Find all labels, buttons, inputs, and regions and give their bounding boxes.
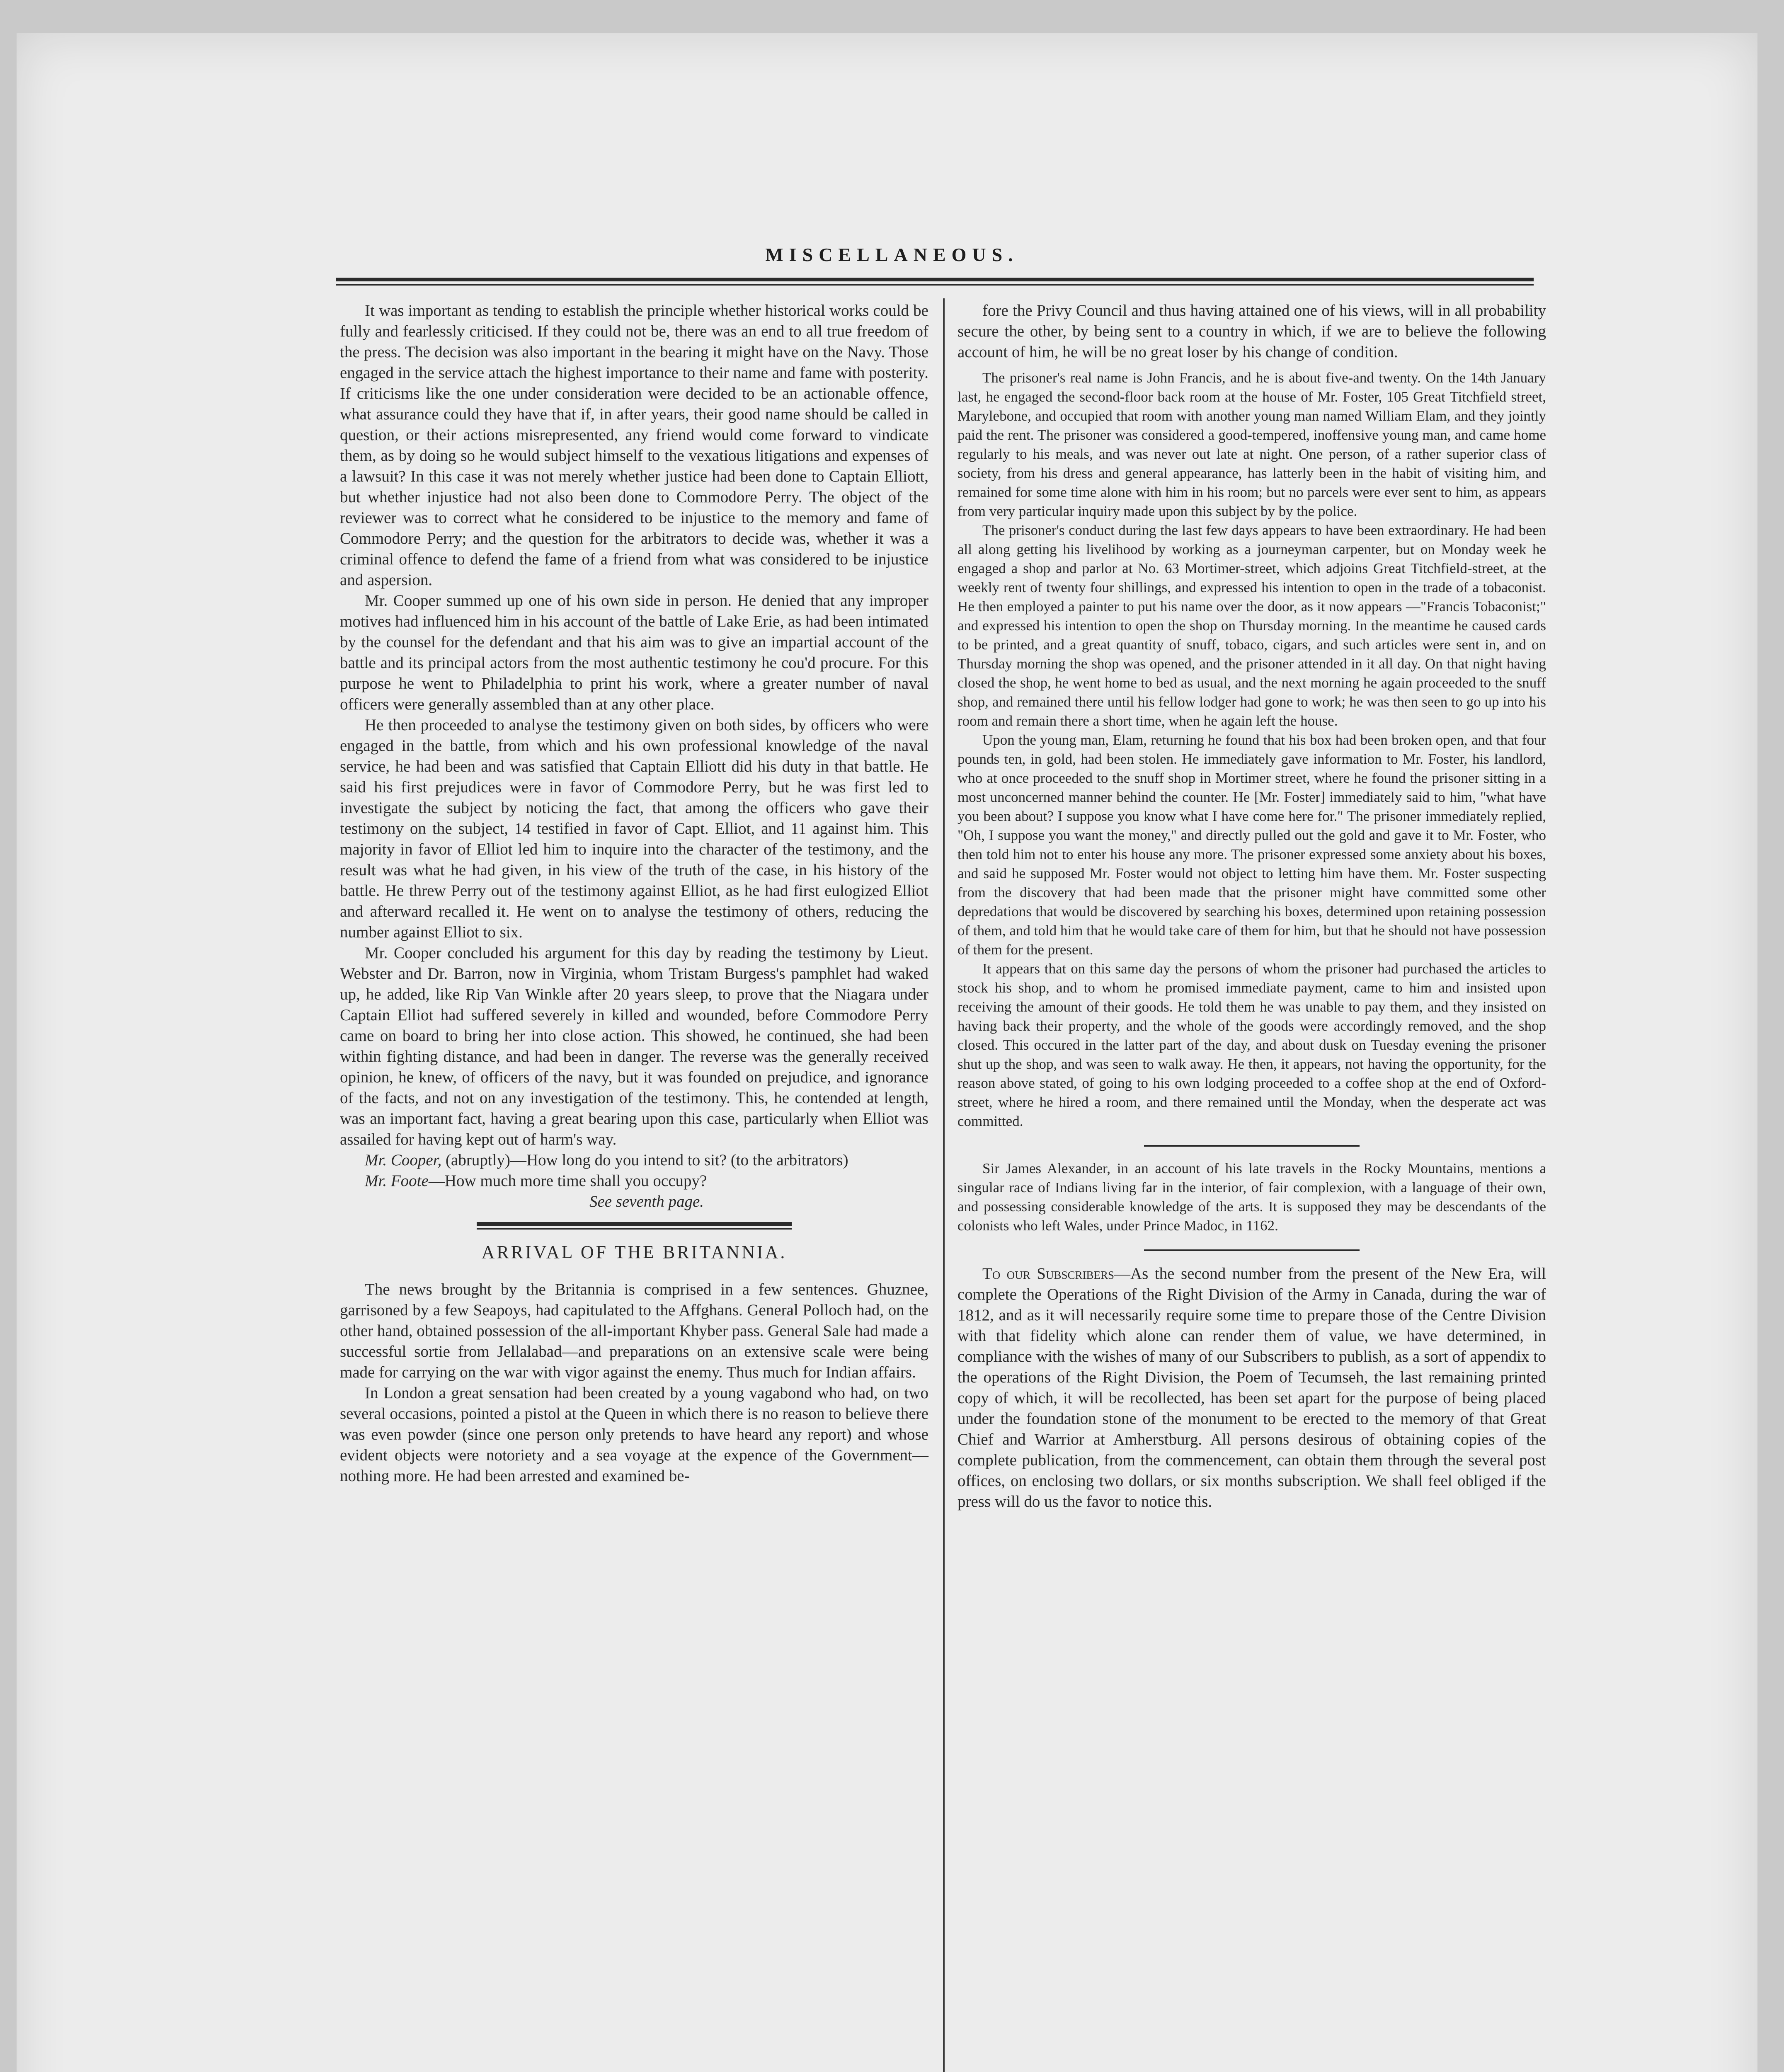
paragraph: The news brought by the Britannia is comprised in a few sentences. Ghuznee, garrisoned by a few Seapoys, had capitulated to the Affghans. General Polloch had, on the other hand, obtained possession of the all-important Khyber pass. General Sale had made a successful sortie from Jellalabad—and preparations on an extensive scale were being made for carrying on the war with vigor against the enemy. Thus much for Indian affairs. [340,1280,928,1381]
page-header-title: MISCELLANEOUS. [765,244,1019,265]
section-rule [477,1222,792,1226]
paragraph: It appears that on this same day the persons of whom the prisoner had purchased the articles to stock his shop, and to whom he promised immediate payment, came to him and insisted upon receiving the amount of their goods. He told them he was unable to pay them, and they insisted on having back their property, and the whole of the goods were accordingly removed, and the shop closed. This occured in the latter part of the day, and about dusk on Tuesday evening the prisoner shut up the shop, and was seen to walk away. He then, it appears, not having the opportunity, for the reason above stated, of going to his own lodging proceeded to a coffee shop at the end of Oxford-street, where he hired a room, and there remained until the Monday, when the desperate act was committed. [957,961,1546,1129]
dialog-text: —How much more time shall you occupy? [428,1172,707,1190]
paragraph: It was important as tending to establish the principle whether historical works could be fully and fearlessly criticised. If they could not be, there was an end to all true freedom of the press. The decision was also important in the bearing it might have on the Navy. Those engaged in the service attach the highest importance to their name and fame with posterity. If criticisms like the one under consideration were decided to be an actionable offence, what assurance could they have that if, in after years, their good name should be called in question, or their actions misrepresented, any friend would come forward to vindicate them, as by doing so he would subject himself to the vexatious litigations and expenses of a lawsuit? In this case it was not merely whether justice had been done to Captain Elliott, but whether injustice had not also been done to Commodore Perry. The object of the reviewer was to correct what he considered to be injustice to the memory and fame of Commodore Perry; and the question for the arbitrators to decide was, whether it was a criminal offence to defend the fame of a friend from what was considered to be injustice and aspersion. [340,302,928,589]
header-rule [336,278,1534,281]
dialog-text: (abruptly)—How long do you intend to sit? (to the arbitrators) [441,1151,848,1169]
dialog-block [340,1150,928,1191]
paragraph: The prisoner's conduct during the last few days appears to have been extraordinary. He had been all along getting his livelihood by working as a journeyman carpenter, but on Monday week he engaged a shop and parlor at No. 63 Mortimer-street, which adjoins Great Titchfield-street, at the weekly rent of twenty four shillings, and expressed his intention to open in the trade of a tobaconist. He then employed a painter to put his name over the door, as it now appears —"Francis Tobaconist;" and expressed his intention to open the shop on Thursday morning. In the meantime he caused cards to be printed, and a great quantity of snuff, tobaco, cigars, and such articles were sent in, and on Thursday morning the shop was opened, and the prisoner attended in it all day. On that night having closed the shop, he went home to bed as usual, and the next morning he again proceeded to the snuff shop, and remained there until his fellow lodger had gone to work; he was then seen to go up into his room and remain there a short time, when he again left the house. [957,522,1546,729]
paragraph: Mr. Cooper summed up one of his own side in person. He denied that any improper motives had influenced him in his account of the battle of Lake Erie, as had been intimated by the counsel for the defendant and that his aim was to give an impartial account of the battle and its principal actors from the most authentic testimony he cou'd procure. For this purpose he went to Philadelphia to print his work, where a greater number of naval officers were generally assembled than at any other place. [340,592,928,713]
notice-lead: To our Subscribers [982,1265,1115,1283]
paragraph: In London a great sensation had been created by a young vagabond who had, on two several occasions, pointed a pistol at the Queen in which there is no reason to believe there was even powder (since one person only pretends to have heard any report) and whose evident objects were notoriety and a sea voyage at the expence of the Government—nothing more. He had been arrested and examined be- [340,1384,928,1485]
section-rule [1144,1249,1360,1251]
section-rule [1144,1145,1360,1147]
speaker-name: Mr. Foote [365,1172,429,1190]
paragraph: Sir James Alexander, in an account of his late travels in the Rocky Mountains, mentions a singular race of Indians living far in the interior, of fair complexion, with a language of their own, and possessing considerable knowledge of the arts. It is supposed they may be descendants of the colonists who left Wales, under Prince Madoc, in 1162. [957,1160,1546,1234]
header-rule-thin [336,284,1534,286]
notice-text: —As the second number from the present of the New Era, will complete the Operations of the Right Division of the Army in Canada, during the war of 1812, and as it will necessarily require some time to prepare those of the Centre Division with that fidelity which alone can render them of value, we have determined, in compliance with the wishes of many of our Subscribers to publish, as a sort of appendix to the operations of the Right Division, the Poem of Tecumseh, the last remaining printed copy of which, it will be recollected, has been set apart for the purpose of being placed under the foundation stone of the monument to be erected to the memory of that Great Chief and Warrior at Amherstburg. All persons desirous of obtaining copies of the complete publication, from the commencement, can obtain them through the several post offices, on enclosing two dollars, or six months subscription. We shall feel obliged if the press will do us the favor to notice this. [957,1265,1546,1510]
continuation-note: See seventh page. [589,1193,704,1210]
spacer [957,363,1546,368]
news-report [957,368,1546,1235]
column-divider [943,298,945,2072]
paragraph: He then proceeded to analyse the testimony given on both sides, by officers who were engaged in the battle, from which and his own professional knowledge of the naval service, he had been and was satisfied that Captain Elliott did his duty in that battle. He said his first prejudices were in favor of Commodore Perry, but he was first led to investigate the subject by noticing the fact, that among the officers who gave their testimony on the subject, 14 testified in favor of Capt. Elliot, and 11 against him. This majority in favor of Elliot led him to inquire into the character of the testimony, and the result was what he had given, in his view of the truth of the case, in his history of the battle. He threw Perry out of the testimony against Elliot, as he had first eulogized Elliot and afterward recalled it. He went on to analyse the testimony of others, reducing the number against Elliot to six. [340,716,928,941]
subscribers-notice [957,1264,1546,1512]
dialog-line [340,1150,928,1171]
paragraph: fore the Privy Council and thus having attained one of his views, will in all probability secure the other, by being sent to a country in which, if we are to believe the following account of him, he will be no great loser by his change of condition. [957,302,1546,361]
paragraph: The prisoner's real name is John Francis, and he is about five-and twenty. On the 14th January last, he engaged the second-floor back room at the house of Mr. Foster, 105 Great Titchfield street, Marylebone, and occupied that room with another young man named William Elam, and they jointly paid the rent. The prisoner was considered a good-tempered, inoffensive young man, and came home regularly to his meals, and was never out late at night. One person, of a rather superior class of society, from his dress and general appearance, has latterly been in the habit of visiting him, and remained for some time alone with him in his room; but no parcels were ever sent to him, as appears from very particular inquiry made upon this subject by by the police. [957,370,1546,519]
left-column [340,300,928,1486]
paragraph: Upon the young man, Elam, returning he found that his box had been broken open, and that four pounds ten, in gold, had been stolen. He immediately gave information to Mr. Foster, his landlord, who at once proceeded to the snuff shop in Mortimer street, where he found the prisoner sitting in a most unconcerned manner behind the counter. He [Mr. Foster] immediately said to him, "what have you been about? I suppose you know what I have come here for." The prisoner immediately replied, "Oh, I suppose you want the money," and directly pulled out the gold and gave it to Mr. Foster, who then told him not to enter his house any more. The prisoner expressed some anxiety about his boxes, and said he supposed Mr. Foster would not object to letting him have them. Mr. Foster suspecting from the discovery that had been made that the prisoner might have committed some other depredations that would be discovered by searching his boxes, determined upon retaining possession of them, and told him that he would take care of them for him, but that he should not have possession of them for the present. [957,732,1546,958]
paragraph: Mr. Cooper concluded his argument for this day by reading the testimony by Lieut. Webster and Dr. Barron, now in Virginia, whom Tristam Burgess's pamphlet had waked up, he added, like Rip Van Winkle after 20 years sleep, to prove that the Niagara under Captain Elliot had suffered severely in killed and wounded, before Commodore Perry came on board to bring her into close action. This showed, he continued, she had been within fighting distance, and had been in danger. The reverse was the generally received opinion, he knew, of officers of the navy, but it was founded on prejudice, and ignorance of the facts, and not on any investigation of the testimony. This, he contended at length, was an important fact, having a great bearing upon this case, particularly when Elliot was assailed for having kept out of harm's way. [340,944,928,1148]
right-column [957,300,1546,1512]
speaker-name: Mr. Cooper, [365,1151,442,1169]
section-heading: ARRIVAL OF THE BRITANNIA. [481,1242,787,1262]
dialog-line [340,1171,928,1191]
section-rule-thin [477,1228,792,1230]
